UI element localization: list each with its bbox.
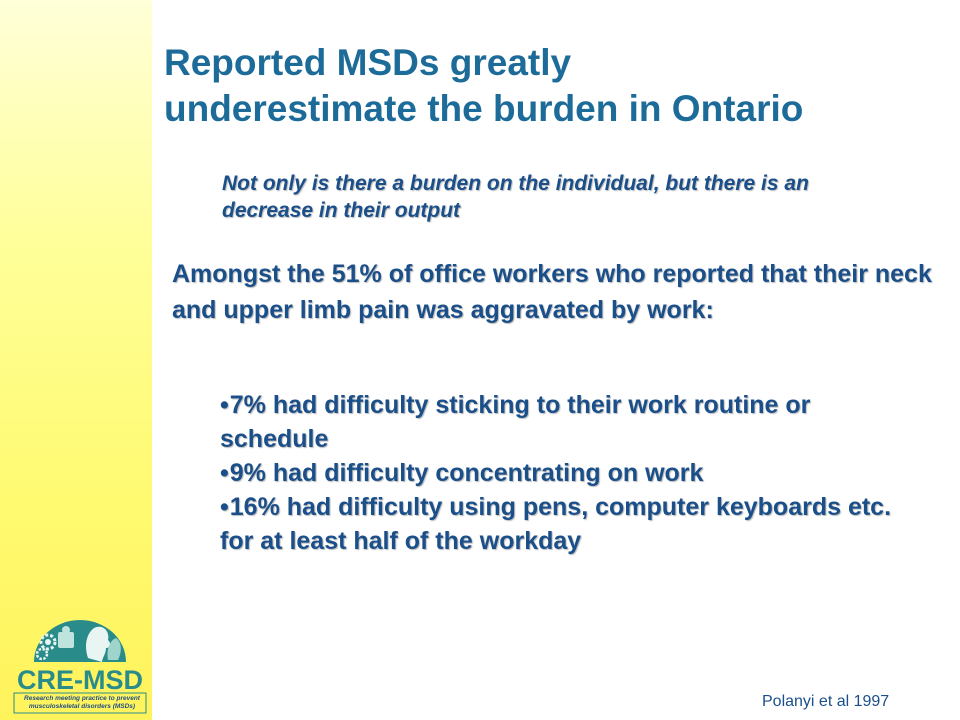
bullet-dot: • [220, 391, 229, 419]
slide-subtitle [222, 170, 922, 224]
cre-msd-logo [10, 610, 150, 716]
logo-wordmark [17, 665, 143, 695]
bullet-text: 16% had difficulty using pens, computer keyboards etc. for at least half of the workday [220, 493, 892, 555]
slide-subtitle-line-1: Not only is there a burden on the individual, but there is an [222, 172, 809, 195]
slide-title-line-2: underestimate the burden in Ontario [164, 88, 804, 129]
head-profile-icon [86, 627, 121, 662]
bullet-dot: • [220, 459, 229, 487]
bullet-list [220, 388, 920, 558]
bullet-item [220, 490, 920, 558]
slide-title-line-1: Reported MSDs greatly [164, 42, 572, 83]
logo-tagline-line-2: musculoskeletal disorders (MSDs) [28, 703, 136, 710]
bullet-item [220, 388, 920, 456]
bullet-dot: • [220, 493, 229, 521]
svg-text:CRE-MSD: CRE-MSD [17, 665, 143, 695]
logo-tagline [18, 695, 146, 711]
slide-subtitle-line-2: decrease in their output [222, 199, 461, 222]
bullet-item [220, 456, 920, 490]
bullet-text: 7% had difficulty sticking to their work routine or schedule [220, 391, 811, 453]
slide-title [164, 40, 924, 132]
bullet-text: 9% had difficulty concentrating on work [229, 459, 704, 487]
lead-paragraph: Amongst the 51% of office workers who reported that their neck and upper limb pain was aggravated by work: [172, 260, 932, 324]
logo-tagline-line-1: Research meeting practice to prevent [24, 695, 140, 702]
citation: Polanyi et al 1997 [762, 693, 890, 710]
